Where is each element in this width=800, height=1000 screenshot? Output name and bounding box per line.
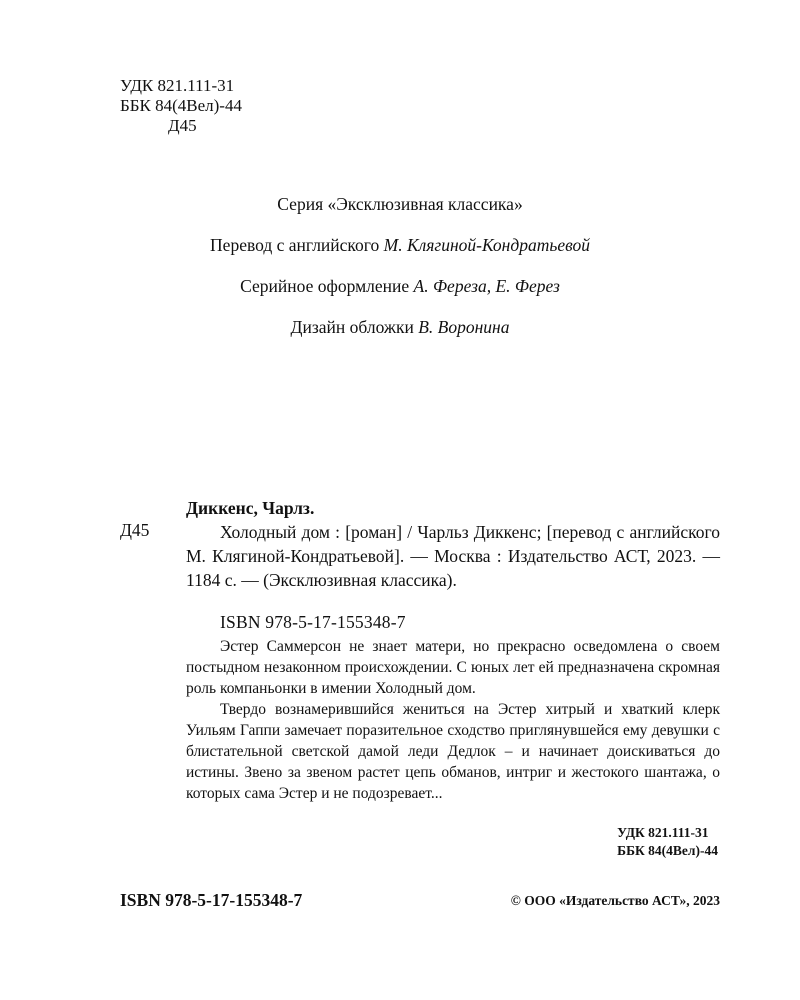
author-mark: Д45: [168, 116, 197, 135]
series-line: Серия «Эксклюзивная классика»: [277, 194, 523, 214]
footer-isbn: ISBN 978-5-17-155348-7: [120, 890, 303, 910]
cover-designer-name: В. Воронина: [418, 317, 510, 337]
classification-block: [120, 76, 242, 136]
record-author-mark: Д45: [120, 520, 150, 540]
designer-names: А. Фереза, Е. Ферез: [413, 276, 560, 296]
translation-label: Перевод с английского: [210, 235, 380, 255]
record-description: Холодный дом : [роман] / Чарльз Диккенс; [перевод с английского М. Клягиной-Кондратьевой]. — Москва : Издательство АСТ, 2023. — 1184 с. — (Эксклюзивная классика).: [186, 522, 720, 590]
design-label: Серийное оформление: [240, 276, 410, 296]
cover-credit: [0, 317, 800, 338]
footer-classification: [617, 824, 718, 860]
design-credit: [0, 276, 800, 297]
record-author: Диккенс, Чарлз.: [186, 498, 315, 518]
annotation-paragraph-1: Эстер Саммерсон не знает матери, но прекрасно осведомлена о своем постыдном незаконном происхождении. С юных лет ей предназначена скромная роль компаньонки в имении Холодный дом.: [186, 638, 720, 697]
record-isbn: ISBN 978-5-17-155348-7: [220, 612, 406, 632]
copyright-notice: © ООО «Издательство АСТ», 2023: [510, 893, 720, 908]
translator-name: М. Клягиной-Кондратьевой: [383, 235, 590, 255]
translation-credit: [0, 235, 800, 256]
annotation: [186, 636, 720, 804]
footer-bbk: ББК 84(4Вел)-44: [617, 843, 718, 858]
udk-code: УДК 821.111-31: [120, 76, 235, 95]
footer-udk: УДК 821.111-31: [617, 825, 709, 840]
cover-label: Дизайн обложки: [290, 317, 414, 337]
annotation-paragraph-2: Твердо вознамерившийся жениться на Эстер хитрый и хваткий клерк Уильям Гаппи замечает поразительное сходство приглянувшейся ему девушки с блистательной светской дамой леди Дедлок – и начинает доискиваться до истины. Звено за звеном растет цепь обманов, интриг и жестокого шантажа, о которых сама Эстер и не подозревает...: [186, 701, 720, 802]
bbk-code: ББК 84(4Вел)-44: [120, 96, 242, 115]
